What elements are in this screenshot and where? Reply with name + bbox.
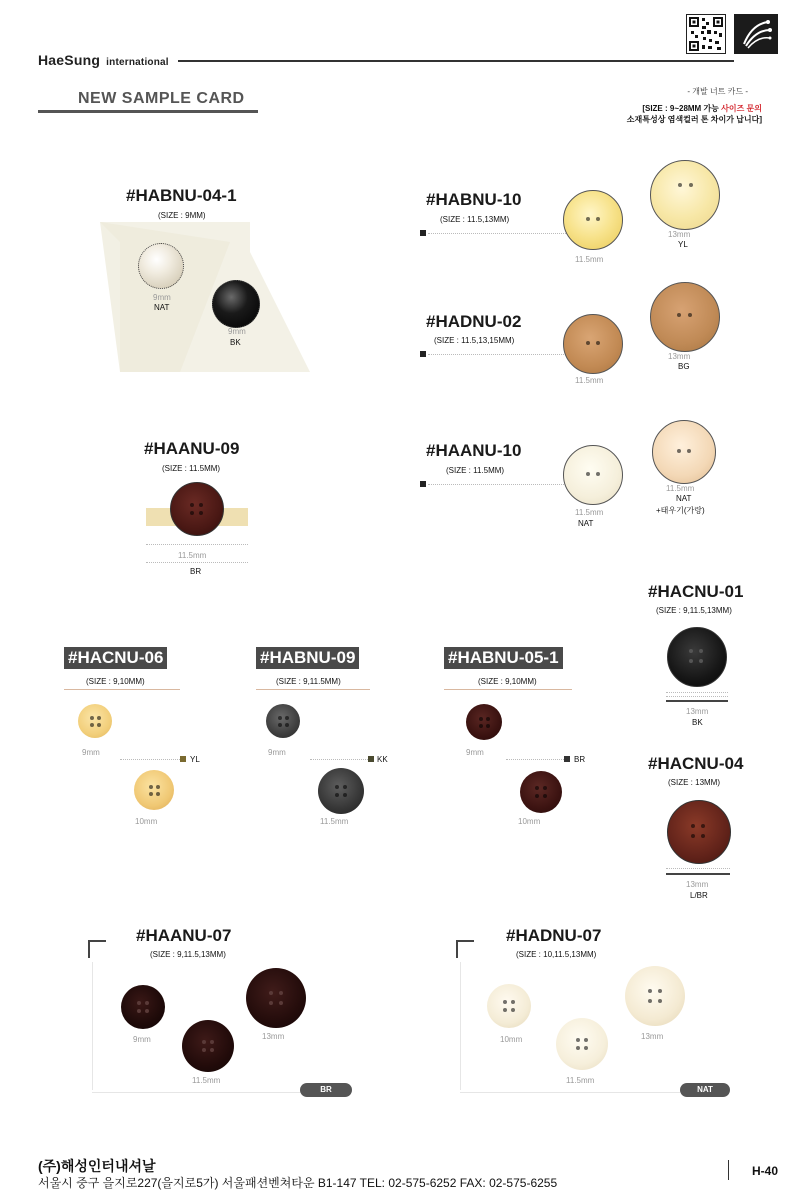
size-mm: 13mm: [262, 1032, 285, 1041]
button-swatch: [556, 1018, 608, 1070]
size-mm: 13mm: [686, 707, 709, 716]
size-mm: 13mm: [668, 352, 691, 361]
dotted-guide: [146, 544, 248, 545]
product-code: #HACNU-01: [648, 582, 744, 601]
product-size: (SIZE : 10,11.5,13MM): [516, 950, 597, 959]
product-code: #HABNU-05-1: [444, 647, 563, 669]
button-swatch: [650, 160, 720, 230]
color-code: NAT: [578, 519, 594, 528]
frame-line: [460, 962, 461, 1090]
button-swatch: [318, 768, 364, 814]
product-size: (SIZE : 11.5MM): [446, 466, 505, 475]
dotted-guide: [428, 484, 568, 485]
button-swatch: [78, 704, 112, 738]
button-swatch: [667, 800, 731, 864]
color-code-pill: NAT: [680, 1083, 730, 1097]
size-mm: 11.5mm: [192, 1076, 221, 1085]
corner-bracket: [88, 940, 106, 958]
button-swatch: [667, 627, 727, 687]
product-code: #HAANU-10: [426, 441, 522, 460]
finish-note: +태우기(가랑): [656, 506, 705, 515]
size-bar: [666, 873, 730, 875]
color-code: YL: [190, 755, 200, 764]
color-code: BG: [678, 362, 690, 371]
product-size: (SIZE : 9,11.5,13MM): [150, 950, 226, 959]
product-code: #HADNU-02: [426, 312, 522, 331]
button-swatch: [520, 771, 562, 813]
product-size: (SIZE : 11.5,13MM): [440, 215, 510, 224]
color-code: L/BR: [690, 891, 708, 900]
dev-card-label: - 개발 너트 카드 -: [687, 87, 748, 96]
button-swatch: [170, 482, 224, 536]
dotted-guide: [666, 696, 728, 697]
size-rule: [256, 689, 370, 690]
product-size: (SIZE : 11.5MM): [162, 464, 221, 473]
size-mm: 10mm: [135, 817, 158, 826]
size-mm: 10mm: [500, 1035, 523, 1044]
color-code: BK: [692, 718, 703, 727]
size-mm: 11.5mm: [666, 484, 695, 493]
size-mm: 11.5mm: [566, 1076, 595, 1085]
page-title: NEW SAMPLE CARD: [78, 90, 245, 107]
product-size: (SIZE : 9,11.5MM): [276, 677, 341, 686]
button-swatch: [121, 985, 165, 1029]
product-size: (SIZE : 9,10MM): [478, 677, 537, 686]
size-mm: 9mm: [82, 748, 100, 757]
dotted-guide: [120, 759, 180, 760]
marker-square: [180, 756, 186, 762]
button-swatch: [134, 770, 174, 810]
qr-code-icon: [686, 14, 726, 54]
size-mm: 9mm: [153, 293, 171, 302]
button-swatch: [182, 1020, 234, 1072]
frame-line: [92, 1092, 302, 1093]
size-mm: 10mm: [518, 817, 541, 826]
button-swatch: [246, 968, 306, 1028]
button-swatch: [563, 445, 623, 505]
button-swatch: [625, 966, 685, 1026]
button-swatch: [487, 984, 531, 1028]
marker-square: [564, 756, 570, 762]
size-mm: 13mm: [686, 880, 709, 889]
button-swatch: [466, 704, 502, 740]
product-size: (SIZE : 11.5,13,15MM): [434, 336, 515, 345]
size-bar: [666, 700, 728, 702]
page-divider: [728, 1160, 729, 1180]
marker-square: [420, 481, 426, 487]
corner-bracket: [456, 940, 474, 958]
product-code: #HABNU-09: [256, 647, 359, 669]
brand-subtitle: international: [106, 57, 169, 68]
marker-square: [420, 230, 426, 236]
company-name: (주)해성인터내셔날: [38, 1158, 156, 1174]
size-mm: 11.5mm: [320, 817, 349, 826]
color-code: BR: [190, 567, 202, 576]
product-size: (SIZE : 13MM): [668, 778, 721, 787]
frame-line: [92, 962, 93, 1090]
button-swatch: [563, 190, 623, 250]
size-mm: 11.5mm: [575, 508, 604, 517]
color-code: BK: [230, 338, 241, 347]
button-swatch: [563, 314, 623, 374]
size-notice: [SIZE : 9~28MM 가능 사이즈 문의 소재특성상 염색컬러 톤 차이가 납니다]: [626, 104, 762, 124]
color-code: YL: [678, 240, 688, 249]
product-code: #HACNU-04: [648, 754, 744, 773]
size-mm: 13mm: [641, 1032, 664, 1041]
product-code: #HABNU-10: [426, 190, 522, 209]
product-code: #HABNU-04-1: [126, 186, 237, 205]
size-mm: 11.5mm: [575, 376, 604, 385]
brand-name: HaeSung international: [38, 52, 169, 68]
button-swatch: [266, 704, 300, 738]
header-rule: [178, 60, 734, 62]
size-mm: 11.5mm: [178, 551, 207, 560]
marker-square: [420, 351, 426, 357]
size-mm: 9mm: [466, 748, 484, 757]
frame-line: [460, 1092, 680, 1093]
button-swatch: [650, 282, 720, 352]
marker-square: [368, 756, 374, 762]
size-rule: [444, 689, 572, 690]
product-size: (SIZE : 9MM): [158, 211, 206, 220]
product-code: #HADNU-07: [506, 926, 602, 945]
color-code: KK: [377, 755, 388, 764]
dotted-guide: [146, 562, 248, 563]
color-code: NAT: [676, 494, 692, 503]
size-mm: 9mm: [133, 1035, 151, 1044]
size-mm: 11.5mm: [575, 255, 604, 264]
button-swatch: [138, 243, 184, 289]
dotted-guide: [428, 354, 568, 355]
color-code-pill: BR: [300, 1083, 352, 1097]
dotted-guide: [428, 233, 568, 234]
company-address: 서울시 중구 을지로227(을지로5가) 서울패션벤쳐타운 B1-147 TEL: 02-575-6252 FAX: 02-575-6255: [38, 1176, 558, 1190]
page-number: H-40: [752, 1164, 779, 1178]
product-code: #HAANU-07: [136, 926, 232, 945]
title-rule: [38, 110, 258, 113]
size-mm: 9mm: [268, 748, 286, 757]
dotted-guide: [666, 692, 728, 693]
product-habnu-04-1: [100, 222, 310, 372]
color-code: NAT: [154, 303, 170, 312]
color-code: BR: [574, 755, 586, 764]
button-swatch: [652, 420, 716, 484]
size-mm: 13mm: [668, 230, 691, 239]
dotted-guide: [310, 759, 368, 760]
size-rule: [64, 689, 180, 690]
dotted-guide: [666, 868, 730, 869]
button-swatch: [212, 280, 260, 328]
product-code: #HAANU-09: [144, 439, 240, 458]
size-mm: 9mm: [228, 327, 246, 336]
product-size: (SIZE : 9,11.5,13MM): [656, 606, 732, 615]
product-code: #HACNU-06: [64, 647, 167, 669]
dotted-guide: [506, 759, 564, 760]
product-size: (SIZE : 9,10MM): [86, 677, 145, 686]
company-logo-icon: [734, 14, 778, 54]
